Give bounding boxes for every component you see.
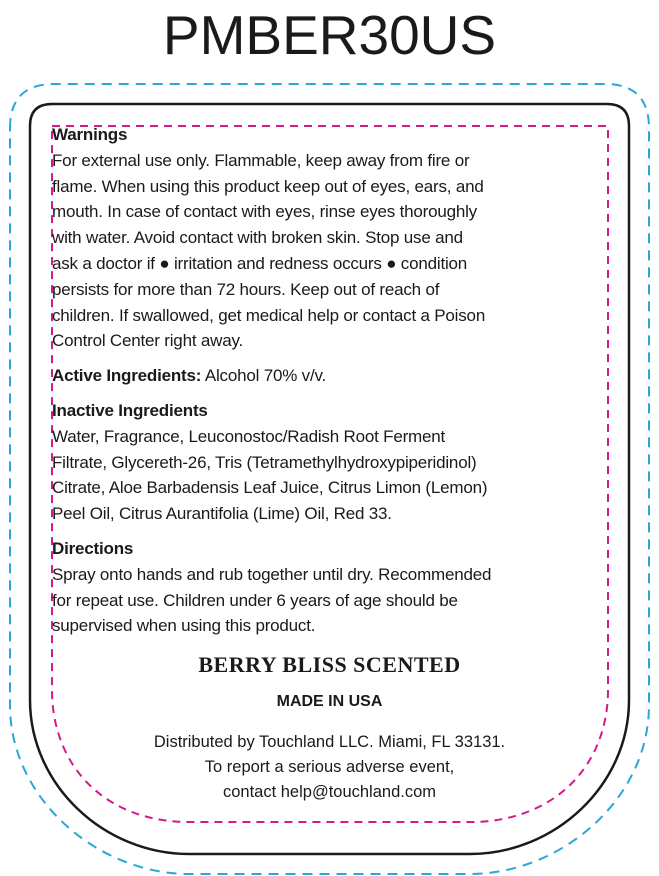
active-ingredients-value: Alcohol 70% v/v. — [201, 366, 327, 386]
directions-line: for repeat use. Children under 6 years of age should be — [52, 590, 458, 610]
inactive-ingredients-line: Citrate, Aloe Barbadensis Leaf Juice, Citrus Limon (Lemon) — [52, 478, 488, 498]
scent-name: BERRY BLISS SCENTED — [198, 652, 461, 677]
warnings-line: children. If swallowed, get medical help or contact a Poison — [52, 305, 486, 325]
inactive-ingredients-line: Filtrate, Glycereth-26, Tris (Tetramethylhydroxypiperidinol) — [52, 452, 477, 472]
warnings-line: persists for more than 72 hours. Keep out of reach of — [52, 279, 440, 299]
active-ingredients-label: Active Ingredients: — [52, 366, 202, 386]
distributor-line: Distributed by Touchland LLC. Miami, FL 33131. — [153, 733, 506, 751]
warnings-line: mouth. In case of contact with eyes, rinse eyes thoroughly — [52, 202, 477, 222]
inactive-ingredients-line: Water, Fragrance, Leuconostoc/Radish Root Ferment — [52, 426, 446, 446]
warnings-line: Control Center right away. — [52, 331, 244, 351]
directions-line: Spray onto hands and rub together until dry. Recommended — [52, 564, 492, 584]
distributor-block — [0, 730, 659, 805]
made-in-usa: MADE IN USA — [276, 693, 383, 710]
product-code-title: PMBER30US — [162, 4, 497, 66]
warnings-line: ask a doctor if ● irritation and redness occurs ● condition — [52, 253, 468, 273]
inactive-ingredients-line: Peel Oil, Citrus Aurantifolia (Lime) Oil, Red 33. — [52, 504, 392, 524]
directions-heading: Directions — [52, 538, 134, 558]
label-text-block — [52, 122, 592, 639]
warnings-line: flame. When using this product keep out of eyes, ears, and — [52, 176, 484, 196]
contact-email-line: contact help@touchland.com — [222, 783, 437, 801]
active-ingredients — [52, 363, 592, 389]
warnings-line: with water. Avoid contact with broken skin. Stop use and — [52, 228, 463, 248]
directions-line: supervised when using this product. — [52, 616, 316, 636]
warnings-heading: Warnings — [52, 125, 128, 144]
inactive-ingredients-heading: Inactive Ingredients — [52, 400, 208, 420]
warnings-line: For external use only. Flammable, keep away from fire or — [52, 150, 470, 170]
adverse-event-line: To report a serious adverse event, — [204, 758, 455, 776]
